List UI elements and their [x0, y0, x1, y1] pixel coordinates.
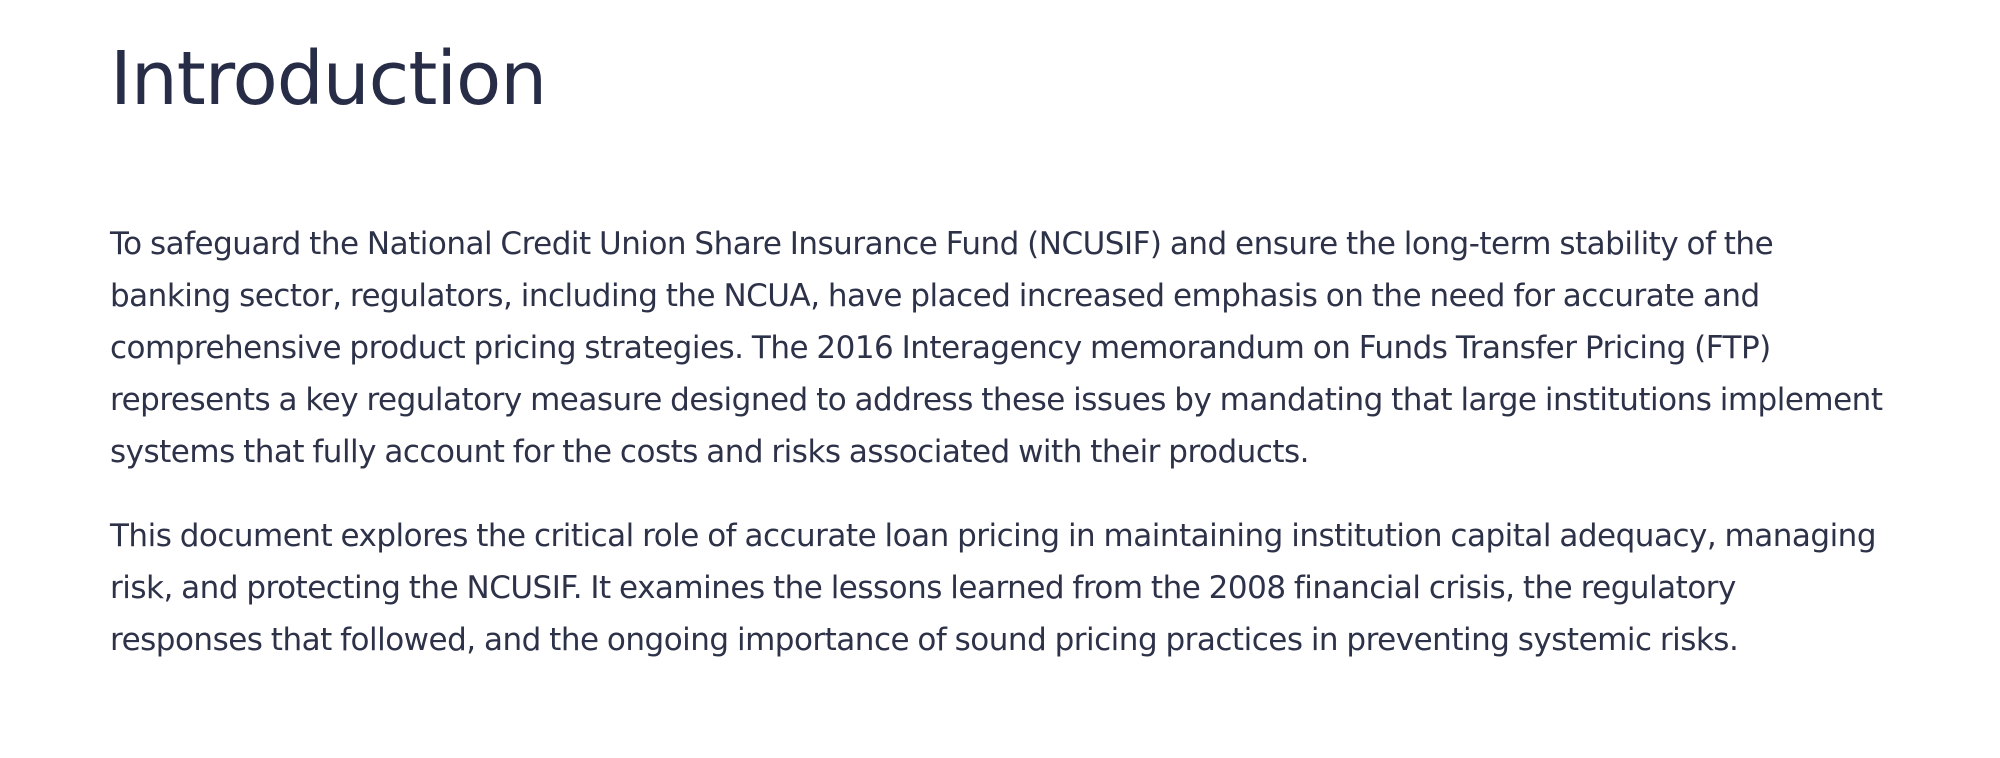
- intro-paragraph-2: This document explores the critical role of accurate loan pricing in maintaining institution capital adequacy, managing risk, and protecting the NCUSIF. It examines the lessons learned from the 2008 financial crisis, the regulatory responses that followed, and the ongoing importance of sound pricing practices in preventing systemic risks.: [110, 518, 1877, 658]
- intro-paragraph-1: To safeguard the National Credit Union Share Insurance Fund (NCUSIF) and ensure the long-term stability of the banking sector, regulators, including the NCUA, have placed increased emphasis on the need for accurate and comprehensive product pricing strategies. The 2016 Interagency memorandum on Funds Transfer Pricing (FTP) represents a key regulatory measure designed to address these issues by mandating that large institutions implement systems that fully account for the costs and risks associated with their products.: [110, 226, 1883, 470]
- page-title: Introduction: [110, 36, 547, 122]
- document-content: [110, 32, 1890, 666]
